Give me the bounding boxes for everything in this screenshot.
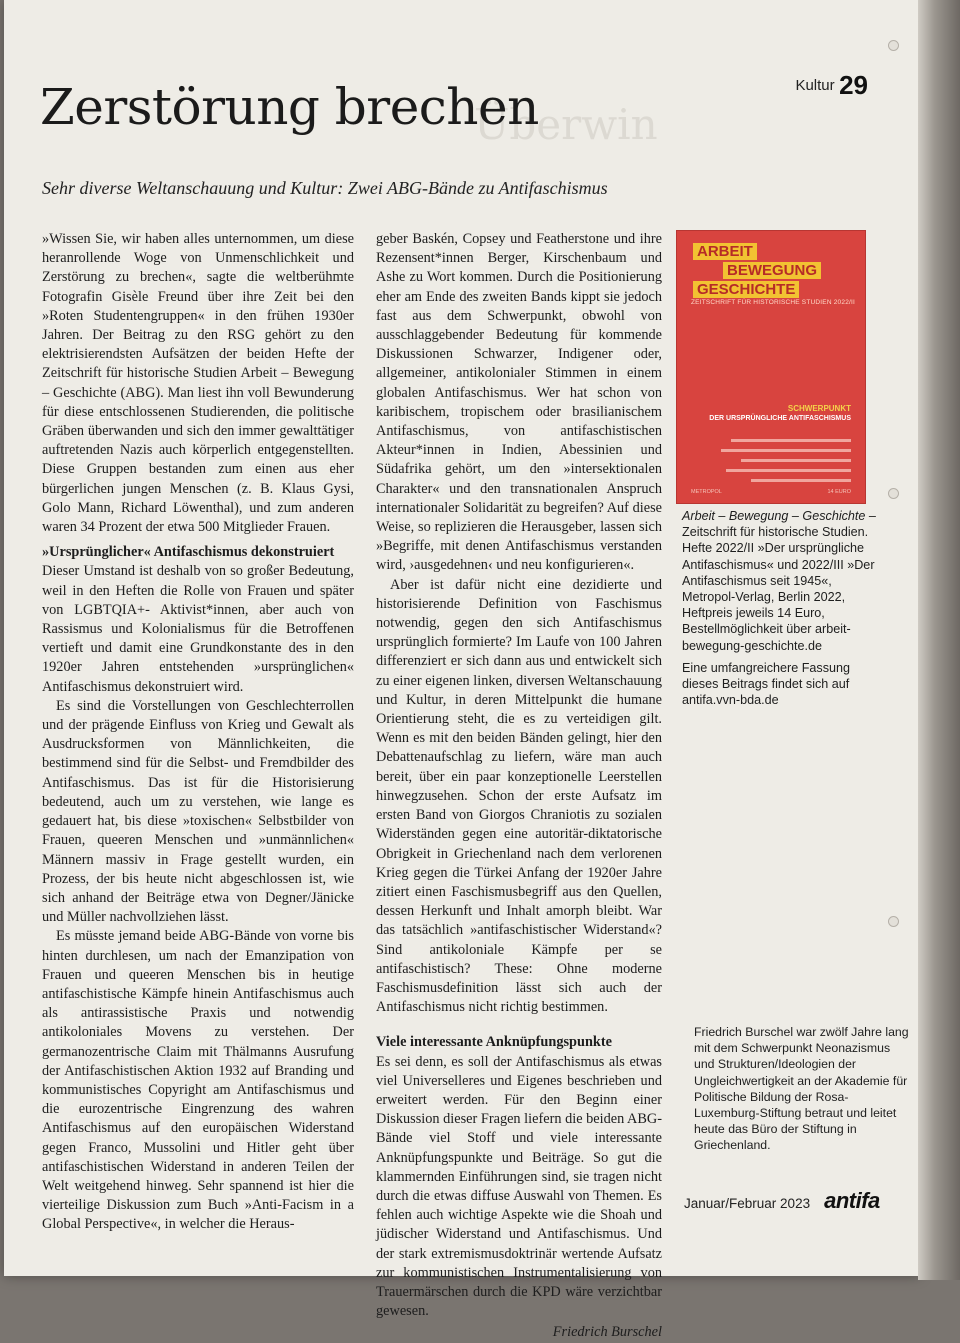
article-title: Zerstörung brechen bbox=[40, 78, 539, 136]
cover-contributor-lines bbox=[721, 439, 851, 489]
page-number: 29 bbox=[839, 70, 868, 100]
logo-line: ARBEIT bbox=[693, 243, 757, 260]
paragraph: Aber ist dafür nicht eine dezidierte und historisierende Definition von Faschismus notwendig, gegen den sich Antifaschismus ursprünglich formierte? Im Laufe von 100 Jahren differenziert er sich dann aus und entwickelt sich zu einer eigenen linken, diversen Weltanschauung und Kultur, in deren Mittelpunkt die humane Orientierung steht, die es zu verteidigen gilt. Wenn es mit den beiden Bänden gelingt, hier den Debattenaufschlag zu liefern, wäre man auch bereit, über ein paar konzeptionelle Leerstellen hinwegzusehen. Schon der erste Aufsatz im ersten Band von Giorgos Chraniotis zu sozialen Widerständen gegen eine autoritär-diktatorische Obrigkeit in Griechenland nach dem verlorenen Krieg gegen die Türkei Anfang der 1920er Jahre zitiert einen Faschismusbegriff aus den Quellen, dessen Herkunft und Inhalt amorph bleibt. War das tatsächlich »antifaschistischer Widerstand«? Sind antikoloniale Kämpfe per se antifaschistisch? These: Ohne moderne Faschismusdefinition lässt sich auch der Antifaschismus nicht richtig bestimmen. bbox=[376, 576, 663, 1016]
journal-logo bbox=[693, 243, 821, 300]
logo-line: GESCHICHTE bbox=[693, 281, 799, 298]
article-column-1 bbox=[42, 230, 354, 1235]
online-version-note: Eine umfangreichere Fassung dieses Beitrags findet sich auf antifa.vvn-bda.de bbox=[682, 661, 851, 708]
caption-text: Zeitschrift für historische Studien. Hefte 2022/II »Der ursprüngliche Antifaschismus« und 2022/III »Der Antifaschismus seit 1945«, Metropol-Verlag, Berlin 2022, Heftpreis jeweils 14 Euro, Bestellmöglichkeit über arbeit-bewegung-geschichte.de bbox=[682, 525, 875, 653]
punch-hole bbox=[888, 488, 899, 499]
cover-publisher: METROPOL bbox=[691, 489, 722, 495]
section-label: Kultur bbox=[795, 77, 835, 94]
logo-line: BEWEGUNG bbox=[723, 262, 821, 279]
author-signature: Friedrich Burschel bbox=[552, 1324, 662, 1341]
journal-cover-image bbox=[676, 230, 866, 504]
paragraph: Dieser Umstand ist deshalb von so großer Bedeutung, weil in den Heften die Rolle von Frauen und später von LGBTQIA+- Aktivist*innen, aber auch von Rassismus und Kolonialismus für die Betroffenen vertieft und damit eine Grundkonstante des in den 1920er Jahren entstehenden »ursprünglichen« Antifaschismus dekonstruiert wird. bbox=[42, 563, 354, 695]
page-header bbox=[795, 70, 868, 101]
paragraph: Es müsste jemand beide ABG-Bände von vorne bis hinten durchlesen, um nach der Emanzipation von Frauen und queeren Menschen bis in heutige antifaschistische Kämpfe hinein Antifaschismus auch als antirassistische Praxis und notwendig antikoloniales Movens zu verstehen. Der germanozentrische Claim mit Thälmanns Ausrufung der Antifaschistischen Aktion 1932 auf Branding und kommunistisches Copyright am Antifaschismus und die eurozentrische Eingrenzung des wahren Antifaschismus auf den europäischen Widerstand gegen Franco, Mussolini und Hitler geht über antifaschistischen Widerstand in anderen Teilen der Welt weitgehend hinweg. Sehr spannend ist hier die vierteilige Diskussion zum Buch »Anti-Facism in a Global Perspective«, in welcher die Heraus- bbox=[42, 928, 354, 1233]
cover-price: 14 EURO bbox=[827, 489, 851, 495]
paragraph: »Wissen Sie, wir haben alles unternommen, um diese heranrollende Woge von Unmenschlichkeit und Zerstörung zu brechen«, sagte die weltberühmte Fotografin Gisèle Freund über ihre Zeit bei den »Roten Studentengruppen« in den frühen 1930er Jahren. Der Beitrag zu den RSG gehört zu den elektrisierendsten Aufsätzen der beiden Hefte der Zeitschrift für historische Studien Arbeit – Bewegung – Geschichte (ABG). Man liest ihn voll Bewunderung für diese entschlossenen Studierenden, die politische Gräben überwanden und sich den immer gewalttätiger auftretenden Nazis auch körperlich entgegenstellten. Diese Gruppen bestanden zum einen aus eher bürgerlichen jungen Menschen (z. B. Klaus Gysi, Golo Mann, Richard Löwenthal), und zum anderen waren 34 Prozent der etwa 500 Mitglieder Frauen. bbox=[42, 231, 354, 536]
page-footer bbox=[684, 1188, 914, 1214]
cover-focus-topic: DER URSPRÜNGLICHE ANTIFASCHISMUS bbox=[709, 415, 851, 422]
punch-hole bbox=[888, 40, 899, 51]
cover-footer bbox=[691, 489, 851, 495]
magazine-logo: antifa bbox=[824, 1188, 880, 1213]
section-heading: Viele interessante Anknüpfungspunkte bbox=[376, 1034, 612, 1051]
punch-hole bbox=[888, 916, 899, 927]
article-subtitle: Sehr diverse Weltanschauung und Kultur: Zwei ABG-Bände zu Antifaschismus bbox=[42, 178, 608, 198]
show-through-text: Überwin bbox=[474, 100, 658, 149]
issue-date: Januar/Februar 2023 bbox=[684, 1196, 811, 1211]
cover-focus-label: SCHWERPUNKT bbox=[787, 404, 851, 413]
author-bio: Friedrich Burschel war zwölf Jahre lang mit dem Schwerpunkt Neonazismus und Strukturen/Ideologien der Ungleichwertigkeit an der Akademie für Politische Bildung der Rosa-Luxemburg-Stiftung betraut und leitet heute das Büro der Stiftung in Griechenland. bbox=[694, 1025, 909, 1153]
section-heading: »Ursprünglicher« Antifaschismus dekonstruiert bbox=[42, 544, 335, 561]
cover-caption bbox=[682, 508, 878, 654]
paragraph: Es sind die Vorstellungen von Geschlechterrollen und der prägende Einfluss von Krieg und Gewalt als Ausdrucksformen von Männlichkeiten, die bestimmend sind für die Selbst- und Fremdbilder des Antifaschismus. Das ist für die Historisierung bedeutend, auch um zu verstehen, wie lange es gedauert hat, bis diese »toxischen« Selbstbilder von Frauen, queeren Menschen und »unmännlichen« Männern massiv in Frage gestellt wurden, ein Prozess, der bis heute nicht abgeschlossen ist, wie sich anhand der Beiträge etwa von Degner/Jänicke und Müller nachvollziehen lässt. bbox=[42, 697, 354, 926]
paragraph: Es sei denn, es soll der Antifaschismus als etwas viel Universelleres und Eigenes beschrieben und erweitert werden. Für den Beginn einer Diskussion dieser Fragen liefern die beiden ABG-Bände viel Stoff und viele interessante Anknüpfungspunkte und Beiträge. So gut die klammernden Einführungen sind, sie tragen nicht durch die etwas diffuse Auswahl von Themen. Es fehlen auch wichtige Aspekte wie die Shoah und jüdischer Widerstand und Antifaschismus. Und der stark extremismusdoktrinär wertende Aufsatz zur kommunistischen Instrumentalisierung von Trauermärschen durch die KPD wäre verzichtbar gewesen. bbox=[376, 1053, 662, 1320]
paragraph: geber Baskén, Copsey und Featherstone und ihre Rezensent*innen Berger, Kirschenbaum und Ashe zu Wort kommen. Durch die Positionierung eher am Ende des zweiten Bands kippt sie jedoch fast aus dem Schwerpunkt, obwohl von ausschlaggebender Bedeutung für kommende Diskussionen Schwarzer, Indigener oder, allgemeiner, antikolonialer Stimmen in einem globalen Antifaschismus. Wer hat schon von karibischem, tropischem oder brasilianischem Antifaschismus, von antifaschistischen Akteur*innen in Indien, Abessinien und Südafrika gehört, um den »intersektionalen Charakter« und den transnationalen Anspruch internationaler Solidarität zu begreifen? Auf diese Weise, so replizieren die Herausgeber, lassen sich »Begriffe, mit denen Antifaschismus verstanden wird, ›ausgedehnen‹ und neu konfigurieren«. bbox=[376, 231, 662, 574]
caption-title: Arbeit – Bewegung – Geschichte – bbox=[682, 509, 876, 523]
article-column-2 bbox=[376, 230, 662, 1343]
cover-subtitle: ZEITSCHRIFT FÜR HISTORISCHE STUDIEN 2022/II bbox=[691, 299, 856, 306]
magazine-page bbox=[4, 0, 920, 1341]
stacked-pages-edge bbox=[918, 0, 960, 1280]
